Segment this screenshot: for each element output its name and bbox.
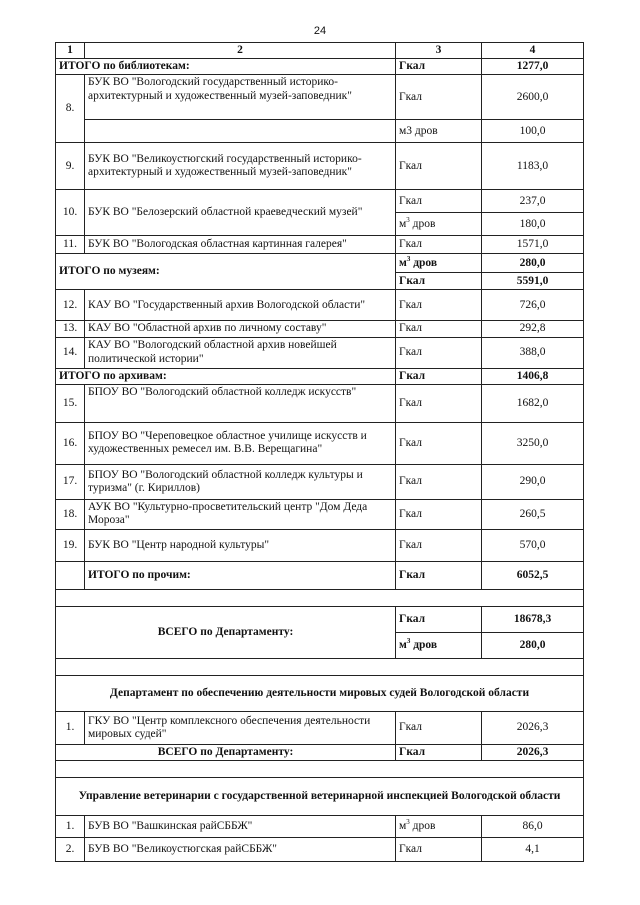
row-value: 388,0 xyxy=(482,337,584,368)
row-value: 237,0 xyxy=(482,190,584,213)
total-value: 6052,5 xyxy=(482,561,584,589)
row-name: БПОУ ВО "Вологодский областной колледж искусств" xyxy=(85,384,396,422)
row-name: КАУ ВО "Государственный архив Вологодской области" xyxy=(85,290,396,321)
section-title-vet: Управление ветеринарии с государственной ветеринарной инспекцией Вологодской области xyxy=(56,778,584,816)
row-value: 2600,0 xyxy=(482,75,584,120)
row-unit: Гкал xyxy=(396,464,482,499)
table-row xyxy=(56,290,584,321)
row-unit: Гкал xyxy=(396,499,482,529)
total-unit: Гкал xyxy=(396,368,482,384)
table-row xyxy=(56,499,584,529)
row-name: БПОУ ВО "Череповецкое областное училище искусств и художественных ремесел им. В.В. Верещагина" xyxy=(85,422,396,464)
row-number: 1. xyxy=(56,816,85,838)
row-value: 3250,0 xyxy=(482,422,584,464)
header-row xyxy=(56,43,584,59)
row-name: БУК ВО "Центр народной культуры" xyxy=(85,529,396,561)
table-row xyxy=(56,321,584,337)
row-name: БУК ВО "Великоустюгский государственный историко-архитектурный и художественный музей-заповедник" xyxy=(85,143,396,190)
others-total-row xyxy=(56,561,584,589)
total-label: ИТОГО по прочим: xyxy=(85,561,396,589)
archives-total-row xyxy=(56,368,584,384)
table-row xyxy=(56,838,584,862)
table-row xyxy=(56,75,584,120)
row-unit: Гкал xyxy=(396,321,482,337)
total-unit: $м^3$ дров xyxy=(396,632,482,658)
row-unit: Гкал xyxy=(396,711,482,744)
total-value: 18678,3 xyxy=(482,606,584,632)
row-name: БУК ВО "Белозерский областной краеведческий музей" xyxy=(85,190,396,236)
section-title-row xyxy=(56,675,584,711)
row-number: 10. xyxy=(56,190,85,236)
header-col-1: 1 xyxy=(56,43,85,59)
row-number: 9. xyxy=(56,143,85,190)
row-unit: Гкал xyxy=(396,75,482,120)
spacer-row xyxy=(56,761,584,778)
table-row xyxy=(56,337,584,368)
row-unit: Гкал xyxy=(396,190,482,213)
row-number: 12. xyxy=(56,290,85,321)
total-value: 5591,0 xyxy=(482,273,584,290)
row-value: 726,0 xyxy=(482,290,584,321)
row-name: БПОУ ВО "Вологодский областной колледж культуры и туризма" (г. Кириллов) xyxy=(85,464,396,499)
total-label: ИТОГО по архивам: xyxy=(56,368,396,384)
row-number: 14. xyxy=(56,337,85,368)
row-unit: $м^3$ дров xyxy=(396,816,482,838)
total-unit: Гкал xyxy=(396,744,482,760)
row-value: 290,0 xyxy=(482,464,584,499)
row-name: ГКУ ВО "Центр комплексного обеспечения деятельности мировых судей" xyxy=(85,711,396,744)
total-value: 280,0 xyxy=(482,632,584,658)
row-unit: Гкал xyxy=(396,838,482,862)
row-number: 1. xyxy=(56,711,85,744)
table-row xyxy=(56,190,584,213)
row-value: 1682,0 xyxy=(482,384,584,422)
table-row xyxy=(56,143,584,190)
header-col-3: 3 xyxy=(396,43,482,59)
row-name: БУВ ВО "Вашкинская райСББЖ" xyxy=(85,816,396,838)
total-unit: Гкал xyxy=(396,273,482,290)
row-value: 4,1 xyxy=(482,838,584,862)
page-number: 24 xyxy=(313,25,327,37)
row-value: 570,0 xyxy=(482,529,584,561)
total-value: 1406,8 xyxy=(482,368,584,384)
total-unit: Гкал xyxy=(396,59,482,75)
row-name: АУК ВО "Культурно-просветительский центр "Дом Деда Мороза" xyxy=(85,499,396,529)
table-row xyxy=(56,422,584,464)
row-name: БУК ВО "Вологодская областная картинная галерея" xyxy=(85,236,396,254)
row-name: БУВ ВО "Великоустюгская райСББЖ" xyxy=(85,838,396,862)
row-value: 1571,0 xyxy=(482,236,584,254)
row-name: КАУ ВО "Областной архив по личному составу" xyxy=(85,321,396,337)
row-unit: Гкал xyxy=(396,384,482,422)
table-row xyxy=(56,816,584,838)
empty-cell xyxy=(56,561,85,589)
total-label: ВСЕГО по Департаменту: xyxy=(56,744,396,760)
row-unit: Гкал xyxy=(396,236,482,254)
spacer-row xyxy=(56,658,584,675)
row-value: 180,0 xyxy=(482,213,584,236)
row-name: БУК ВО "Вологодский государственный историко-архитектурный и художественный музей-заповедник" xyxy=(85,75,396,120)
header-col-2: 2 xyxy=(85,43,396,59)
row-unit: Гкал xyxy=(396,290,482,321)
row-value: 86,0 xyxy=(482,816,584,838)
row-value: 2026,3 xyxy=(482,711,584,744)
row-unit: Гкал xyxy=(396,529,482,561)
energy-table xyxy=(55,42,584,862)
spacer-row xyxy=(56,589,584,606)
table-row xyxy=(56,464,584,499)
total-unit: $м^3$ дров xyxy=(396,254,482,273)
table-row xyxy=(56,236,584,254)
table-row xyxy=(56,384,584,422)
total-label: ИТОГО по библиотекам: xyxy=(56,59,396,75)
row-number: 13. xyxy=(56,321,85,337)
section-title-courts: Департамент по обеспечению деятельности мировых судей Вологодской области xyxy=(56,675,584,711)
row-unit: м3 дров xyxy=(396,120,482,143)
row-unit: Гкал xyxy=(396,337,482,368)
row-number: 11. xyxy=(56,236,85,254)
row-number: 16. xyxy=(56,422,85,464)
row-unit: Гкал xyxy=(396,143,482,190)
libraries-total-row xyxy=(56,59,584,75)
table-row xyxy=(56,120,584,143)
row-number: 17. xyxy=(56,464,85,499)
row-number: 8. xyxy=(56,75,85,143)
courts-total-row xyxy=(56,744,584,760)
table-row xyxy=(56,529,584,561)
row-value: 100,0 xyxy=(482,120,584,143)
total-unit: Гкал xyxy=(396,606,482,632)
total-value: 280,0 xyxy=(482,254,584,273)
row-number: 15. xyxy=(56,384,85,422)
row-name-empty xyxy=(85,120,396,143)
row-unit: Гкал xyxy=(396,422,482,464)
total-label: ВСЕГО по Департаменту: xyxy=(56,606,396,658)
row-number: 18. xyxy=(56,499,85,529)
row-number: 19. xyxy=(56,529,85,561)
row-value: 260,5 xyxy=(482,499,584,529)
total-value: 2026,3 xyxy=(482,744,584,760)
row-number: 2. xyxy=(56,838,85,862)
total-value: 1277,0 xyxy=(482,59,584,75)
dept-total-row xyxy=(56,606,584,632)
row-name: КАУ ВО "Вологодский областной архив новейшей политической истории" xyxy=(85,337,396,368)
museums-total-row xyxy=(56,254,584,273)
section-title-row xyxy=(56,778,584,816)
header-col-4: 4 xyxy=(482,43,584,59)
row-value: 292,8 xyxy=(482,321,584,337)
row-unit: $м^3$ дров xyxy=(396,213,482,236)
total-label: ИТОГО по музеям: xyxy=(56,254,396,290)
total-unit: Гкал xyxy=(396,561,482,589)
table-row xyxy=(56,711,584,744)
row-value: 1183,0 xyxy=(482,143,584,190)
